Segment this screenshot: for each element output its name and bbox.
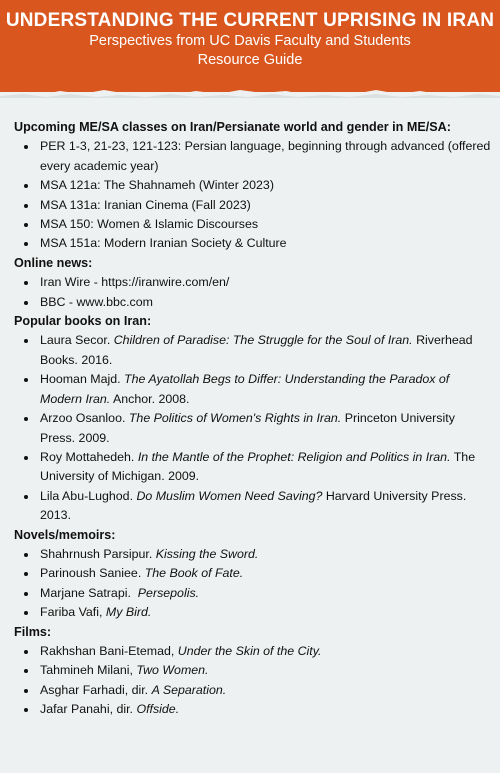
list-item: • Jafar Panahi, dir. Offside. xyxy=(38,700,492,719)
header-banner xyxy=(0,0,500,92)
list-item: • Hooman Majd. The Ayatollah Begs to Differ: Understanding the Paradox of Modern Iran. Anchor. 2008. xyxy=(38,370,492,409)
resource-list xyxy=(14,118,492,720)
list-item: • Parinoush Saniee. The Book of Fate. xyxy=(38,564,492,583)
list-item: • Marjane Satrapi. Persepolis. xyxy=(38,584,492,603)
page-title: UNDERSTANDING THE CURRENT UPRISING IN IRAN xyxy=(5,10,495,31)
list-item: • MSA 151a: Modern Iranian Society & Culture xyxy=(38,234,492,253)
novels-list xyxy=(14,545,492,623)
list-item: • MSA 121a: The Shahnameh (Winter 2023) xyxy=(38,176,492,195)
list-item: • Lila Abu-Lughod. Do Muslim Women Need Saving? Harvard University Press. 2013. xyxy=(38,487,492,526)
news-list xyxy=(14,273,492,312)
page-subtitle: Perspectives from UC Davis Faculty and Students xyxy=(89,33,411,49)
classes-list xyxy=(14,137,492,253)
list-item: • Fariba Vafi, My Bird. xyxy=(38,603,492,622)
list-item: • Roy Mottahedeh. In the Mantle of the Prophet: Religion and Politics in Iran. The University of Michigan. 2009. xyxy=(38,448,492,487)
list-item: • Rakhshan Bani-Etemad, Under the Skin of the City. xyxy=(38,642,492,661)
list-item: • PER 1-3, 21-23, 121-123: Persian language, beginning through advanced (offered every academic year) xyxy=(38,137,492,176)
books-heading: Popular books on Iran: xyxy=(14,314,152,329)
list-item: • Asghar Farhadi, dir. A Separation. xyxy=(38,681,492,700)
list-item: • Arzoo Osanloo. The Politics of Women's Rights in Iran. Princeton University Press. 2009. xyxy=(38,409,492,448)
list-item: • Iran Wire - https://iranwire.com/en/ xyxy=(38,273,492,292)
torn-paper-edge xyxy=(0,84,500,106)
list-item: • MSA 150: Women & Islamic Discourses xyxy=(38,215,492,234)
list-item: • Tahmineh Milani, Two Women. xyxy=(38,661,492,680)
list-item: • Shahrnush Parsipur. Kissing the Sword. xyxy=(38,545,492,564)
classes-heading: Upcoming ME/SA classes on Iran/Persianate world and gender in ME/SA: xyxy=(14,120,451,134)
books-list xyxy=(14,331,492,525)
page-subtitle-guide: Resource Guide xyxy=(197,52,303,68)
list-item: • Laura Secor. Children of Paradise: The Struggle for the Soul of Iran. Riverhead Books. 2016. xyxy=(38,331,492,370)
news-heading: Online news: xyxy=(14,255,93,270)
list-item: • MSA 131a: Iranian Cinema (Fall 2023) xyxy=(38,196,492,215)
films-list xyxy=(14,642,492,720)
list-item: • BBC - www.bbc.com xyxy=(38,293,492,312)
films-heading: Films: xyxy=(14,624,52,639)
novels-heading: Novels/memoirs: xyxy=(14,527,116,542)
